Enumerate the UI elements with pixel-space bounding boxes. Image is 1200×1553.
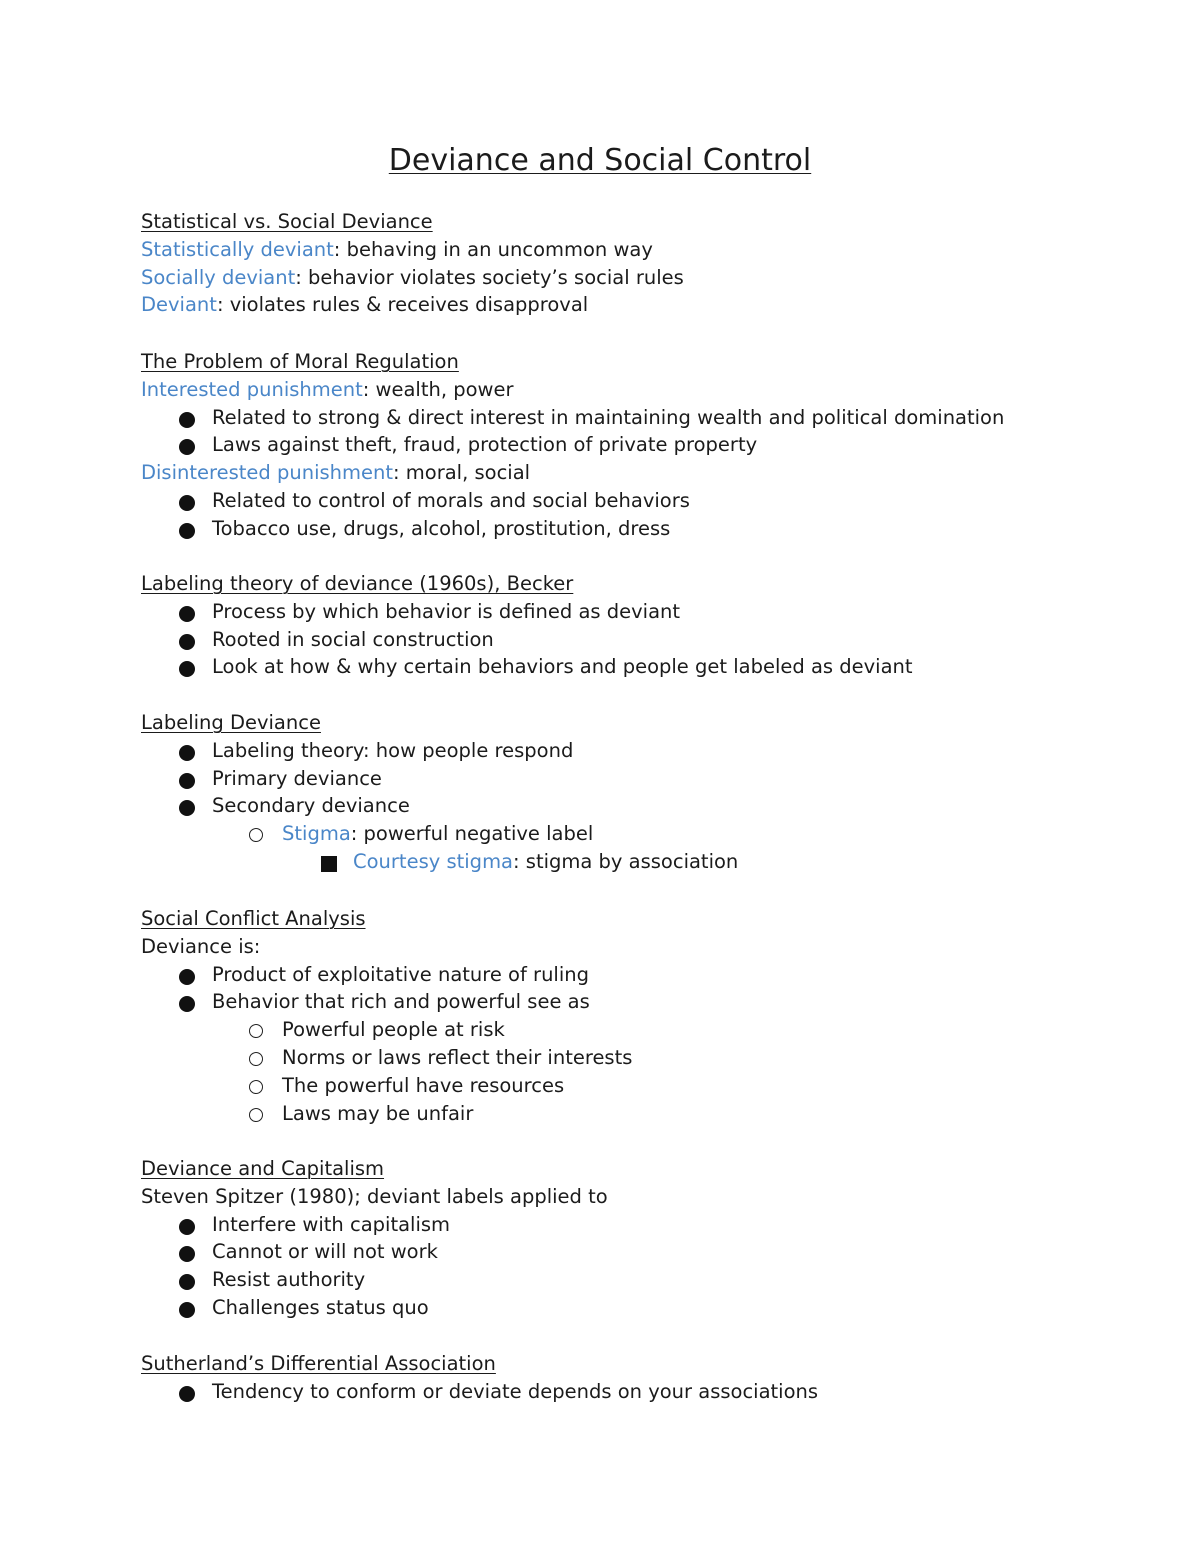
- sub-list-item: [141, 820, 1161, 848]
- circle-bullet-icon: [249, 1024, 263, 1038]
- circle-bullet-icon: [249, 828, 263, 842]
- section-heading: Deviance and Capitalism: [141, 1157, 385, 1180]
- bullet-icon: [179, 439, 195, 455]
- list-item-text: Behavior that rich and powerful see as: [212, 990, 590, 1014]
- section-heading: Labeling Deviance: [141, 711, 321, 734]
- term: Stigma: [282, 822, 351, 846]
- list-item: [141, 431, 1161, 459]
- circle-bullet-icon: [249, 1108, 263, 1122]
- list-item: [141, 988, 1161, 1016]
- list-item: [141, 1294, 1161, 1322]
- section-heading: The Problem of Moral Regulation: [141, 350, 459, 373]
- square-bullet-icon: [321, 856, 337, 872]
- list-item: [141, 737, 1161, 765]
- list-item: [141, 1211, 1161, 1239]
- list-item: [141, 626, 1161, 654]
- list-item: [141, 961, 1161, 989]
- definition: : moral, social: [393, 461, 531, 485]
- list-item: [141, 487, 1161, 515]
- section-heading: Social Conflict Analysis: [141, 907, 366, 930]
- definition-line: [141, 236, 1161, 264]
- section-heading: Sutherland’s Differential Association: [141, 1352, 496, 1375]
- definition: : stigma by association: [513, 849, 739, 873]
- bullet-icon: [179, 606, 195, 622]
- list-item-text: Primary deviance: [212, 766, 382, 790]
- bullet-icon: [179, 523, 195, 539]
- section-labeling-theory: [141, 570, 1161, 681]
- section-statistical-social-deviance: [141, 208, 1161, 319]
- bullet-icon: [179, 800, 195, 816]
- definition: : behaving in an uncommon way: [333, 237, 653, 261]
- list-item: [141, 1266, 1161, 1294]
- list-item-text: Rooted in social construction: [212, 627, 494, 651]
- list-item-text: Secondary deviance: [212, 794, 410, 818]
- definition: : wealth, power: [362, 377, 514, 401]
- list-item: [141, 515, 1161, 543]
- definition: : behavior violates society’s social rules: [295, 265, 684, 289]
- list-item-text: Norms or laws reflect their interests: [282, 1045, 633, 1069]
- list-item-text: Related to control of morals and social behaviors: [212, 488, 690, 512]
- list-item: [141, 404, 1161, 432]
- list-item: [141, 765, 1161, 793]
- list-item-text: Labeling theory: how people respond: [212, 738, 574, 762]
- definition-line: [141, 459, 1161, 487]
- list-item: [141, 1238, 1161, 1266]
- section-differential-association: [141, 1350, 1161, 1406]
- list-item: [141, 792, 1161, 820]
- definition-line: [141, 376, 1161, 404]
- section-heading: Statistical vs. Social Deviance: [141, 210, 433, 233]
- term: Interested punishment: [141, 377, 363, 401]
- bullet-icon: [179, 1302, 195, 1318]
- term: Disinterested punishment: [141, 461, 394, 485]
- bullet-icon: [179, 634, 195, 650]
- sub-list-item: [141, 1016, 1161, 1044]
- term: Statistically deviant: [141, 237, 334, 261]
- list-item-text: Challenges status quo: [212, 1295, 429, 1319]
- sub-list-item: [141, 1044, 1161, 1072]
- bullet-icon: [179, 1246, 195, 1262]
- definition: : powerful negative label: [350, 822, 594, 846]
- bullet-icon: [179, 745, 195, 761]
- definition-line: [141, 264, 1161, 292]
- circle-bullet-icon: [249, 1052, 263, 1066]
- term: Courtesy stigma: [353, 849, 514, 873]
- list-item-text: Tendency to conform or deviate depends on your associations: [212, 1379, 819, 1403]
- sub-list-item: [141, 1072, 1161, 1100]
- section-deviance-and-capitalism: [141, 1155, 1161, 1322]
- list-item-text: Powerful people at risk: [282, 1018, 505, 1042]
- document-title: Deviance and Social Control: [388, 143, 812, 178]
- list-item: [141, 653, 1161, 681]
- term: Socially deviant: [141, 265, 296, 289]
- term: Deviant: [141, 293, 217, 317]
- intro-text: Steven Spitzer (1980); deviant labels applied to: [141, 1184, 608, 1208]
- list-item-text: Product of exploitative nature of ruling: [212, 962, 590, 986]
- sub-list-item: [141, 1100, 1161, 1128]
- circle-bullet-icon: [249, 1080, 263, 1094]
- section-social-conflict-analysis: [141, 905, 1161, 1127]
- list-item-text: Tobacco use, drugs, alcohol, prostitution, dress: [212, 516, 671, 540]
- bullet-icon: [179, 412, 195, 428]
- list-item-text: Related to strong & direct interest in maintaining wealth and political domination: [212, 405, 1005, 429]
- list-item: [141, 598, 1161, 626]
- section-heading: Labeling theory of deviance (1960s), Becker: [141, 572, 574, 595]
- sub-sub-list-item: [141, 848, 1161, 876]
- section-labeling-deviance: [141, 709, 1161, 876]
- bullet-icon: [179, 773, 195, 789]
- bullet-icon: [179, 495, 195, 511]
- bullet-icon: [179, 969, 195, 985]
- list-item: [141, 1378, 1161, 1406]
- list-item-text: Laws may be unfair: [282, 1101, 474, 1125]
- section-moral-regulation: [141, 348, 1161, 543]
- definition-line: [141, 291, 1161, 319]
- bullet-icon: [179, 1219, 195, 1235]
- list-item-text: Interfere with capitalism: [212, 1212, 451, 1236]
- bullet-icon: [179, 1274, 195, 1290]
- intro-text: Deviance is:: [141, 934, 261, 958]
- bullet-icon: [179, 661, 195, 677]
- list-item-text: Laws against theft, fraud, protection of private property: [212, 433, 758, 457]
- bullet-icon: [179, 1386, 195, 1402]
- bullet-icon: [179, 996, 195, 1012]
- definition: : violates rules & receives disapproval: [216, 293, 589, 317]
- list-item-text: Look at how & why certain behaviors and people get labeled as deviant: [212, 655, 913, 679]
- list-item-text: Resist authority: [212, 1268, 366, 1292]
- list-item-text: Process by which behavior is defined as deviant: [212, 599, 681, 623]
- list-item-text: The powerful have resources: [282, 1073, 565, 1097]
- list-item-text: Cannot or will not work: [212, 1240, 438, 1264]
